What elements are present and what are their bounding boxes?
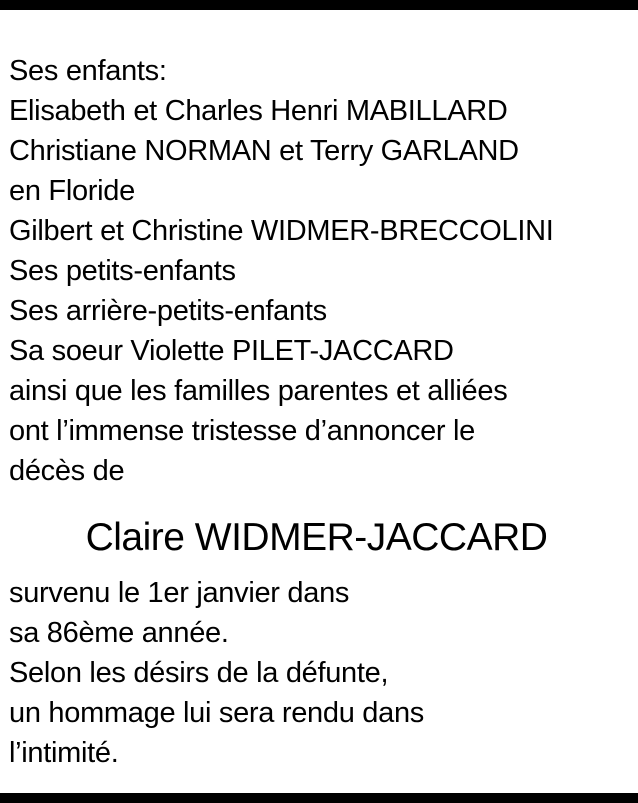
notice-line-date: survenu le 1er janvier dans: [9, 577, 350, 609]
notice-line-grandchildren: Ses petits-enfants: [9, 255, 236, 287]
death-notice: [9, 51, 634, 773]
notice-line-children-heading: Ses enfants:: [9, 55, 167, 87]
notice-line-location: en Floride: [9, 175, 135, 207]
notice-line-announcement: ont l’immense tristesse d’annoncer le: [9, 415, 476, 447]
bottom-border-rule: [0, 793, 638, 803]
top-border-rule: [0, 0, 638, 10]
notice-line-child-1: Elisabeth et Charles Henri MABILLARD: [9, 95, 508, 127]
notice-line-tribute: un hommage lui sera rendu dans: [9, 697, 424, 729]
notice-line-deces: décès de: [9, 455, 125, 487]
notice-line-families: ainsi que les familles parentes et alliées: [9, 375, 508, 407]
notice-line-great-grandchildren: Ses arrière-petits-enfants: [9, 295, 327, 327]
notice-line-child-2: Christiane NORMAN et Terry GARLAND: [9, 135, 519, 167]
notice-line-age: sa 86ème année.: [9, 617, 229, 649]
deceased-name: Claire WIDMER-JACCARD: [85, 516, 548, 559]
notice-line-sister: Sa soeur Violette PILET-JACCARD: [9, 335, 454, 367]
notice-line-wishes: Selon les désirs de la défunte,: [9, 657, 389, 689]
notice-line-child-3: Gilbert et Christine WIDMER-BRECCOLINI: [9, 215, 554, 247]
notice-line-privacy: l’intimité.: [9, 737, 119, 769]
